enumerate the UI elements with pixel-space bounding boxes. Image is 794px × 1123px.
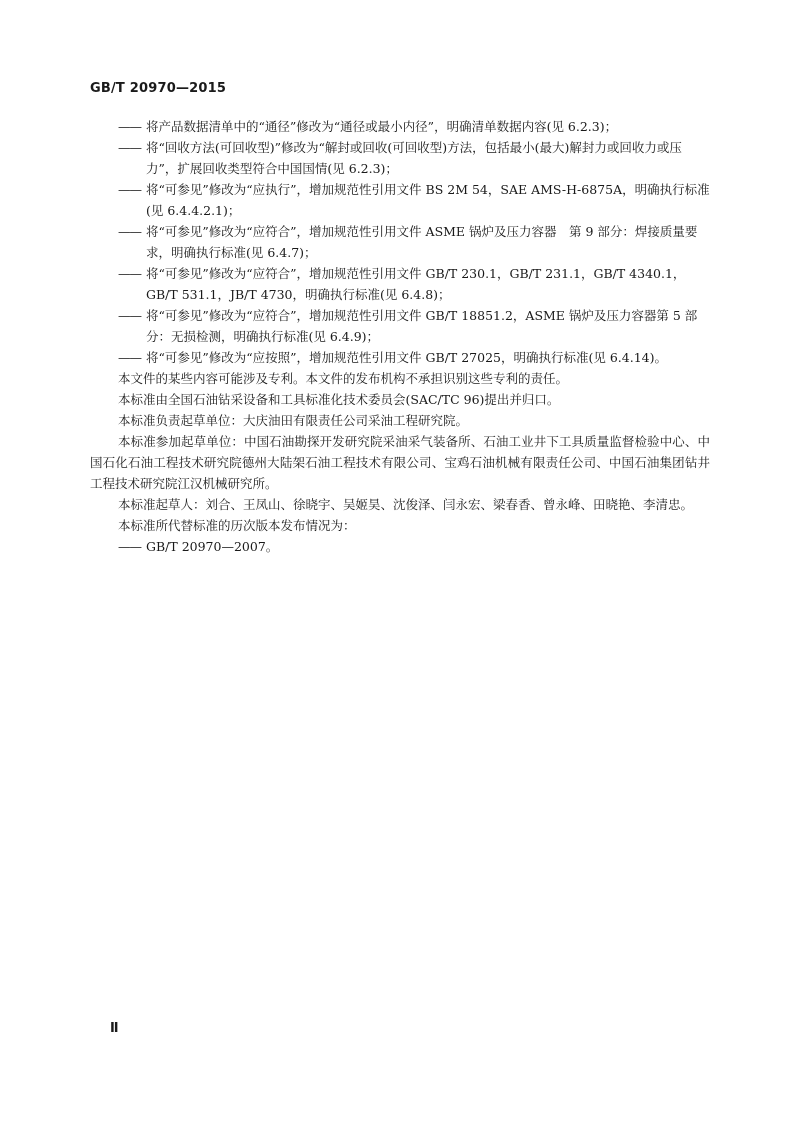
list-dash: —— bbox=[118, 266, 141, 281]
change-item bbox=[90, 116, 710, 137]
proposed-by: 本标准由全国石油钻采设备和工具标准化技术委员会(SAC/TC 96)提出并归口。 bbox=[118, 392, 560, 407]
change-item bbox=[90, 137, 710, 179]
page-number: Ⅱ bbox=[110, 1021, 119, 1036]
change-item-text: 将“可参见”修改为“应按照”，增加规范性引用文件 GB/T 27025，明确执行标准(见 6.4.14)。 bbox=[146, 350, 667, 365]
list-dash: —— bbox=[118, 224, 141, 239]
drafters: 本标准起草人：刘合、王凤山、徐晓宇、吴姬昊、沈俊泽、闫永宏、梁春香、曾永峰、田晓艳、李清忠。 bbox=[118, 497, 694, 512]
change-item-text: 将产品数据清单中的“通径”修改为“通径或最小内径”，明确清单数据内容(见 6.2.3)； bbox=[146, 119, 618, 134]
drafting-unit: 本标准负责起草单位：大庆油田有限责任公司采油工程研究院。 bbox=[118, 413, 469, 428]
change-item bbox=[90, 179, 710, 221]
patent-notice: 本文件的某些内容可能涉及专利。本文件的发布机构不承担识别这些专利的责任。 bbox=[118, 371, 569, 386]
history-item bbox=[90, 536, 710, 557]
change-item-text: 将“可参见”修改为“应符合”，增加规范性引用文件 ASME 锅炉及压力容器 第 9 部分：焊接质量要求，明确执行标准(见 6.4.7)； bbox=[146, 224, 698, 260]
change-item-text: 将“回收方法(可回收型)”修改为“解封或回收(可回收型)方法，包括最小(最大)解封力或回收力或压力”，扩展回收类型符合中国国情(见 6.2.3)； bbox=[146, 140, 682, 176]
history-intro: 本标准所代替标准的历次版本发布情况为： bbox=[118, 518, 356, 533]
standard-code-header: GB/T 20970—2015 bbox=[90, 81, 227, 96]
list-dash: —— bbox=[118, 539, 141, 554]
foreword-body bbox=[90, 116, 710, 557]
list-dash: —— bbox=[118, 350, 141, 365]
change-item-text: 将“可参见”修改为“应符合”，增加规范性引用文件 GB/T 230.1，GB/T 231.1，GB/T 4340.1，GB/T 531.1，JB/T 4730，明确执行标准(见 6.4.8)； bbox=[146, 266, 686, 302]
history-item-text: GB/T 20970—2007。 bbox=[146, 539, 279, 554]
change-item bbox=[90, 263, 710, 305]
change-item bbox=[90, 347, 710, 368]
change-item bbox=[90, 305, 710, 347]
list-dash: —— bbox=[118, 308, 141, 323]
change-item bbox=[90, 221, 710, 263]
list-dash: —— bbox=[118, 182, 141, 197]
list-dash: —— bbox=[118, 119, 141, 134]
list-dash: —— bbox=[118, 140, 141, 155]
change-item-text: 将“可参见”修改为“应符合”，增加规范性引用文件 GB/T 18851.2，ASME 锅炉及压力容器第 5 部分：无损检测，明确执行标准(见 6.4.9)； bbox=[146, 308, 698, 344]
change-item-text: 将“可参见”修改为“应执行”，增加规范性引用文件 BS 2M 54，SAE AMS-H-6875A，明确执行标准(见 6.4.4.2.1)； bbox=[146, 182, 710, 218]
participating-units: 本标准参加起草单位：中国石油勘探开发研究院采油采气装备所、石油工业井下工具质量监督检验中心、中国石化石油工程技术研究院德州大陆架石油工程技术有限公司、宝鸡石油机械有限责任公司、中国石油集团钻井工程技术研究院江汉机械研究所。 bbox=[90, 434, 710, 491]
